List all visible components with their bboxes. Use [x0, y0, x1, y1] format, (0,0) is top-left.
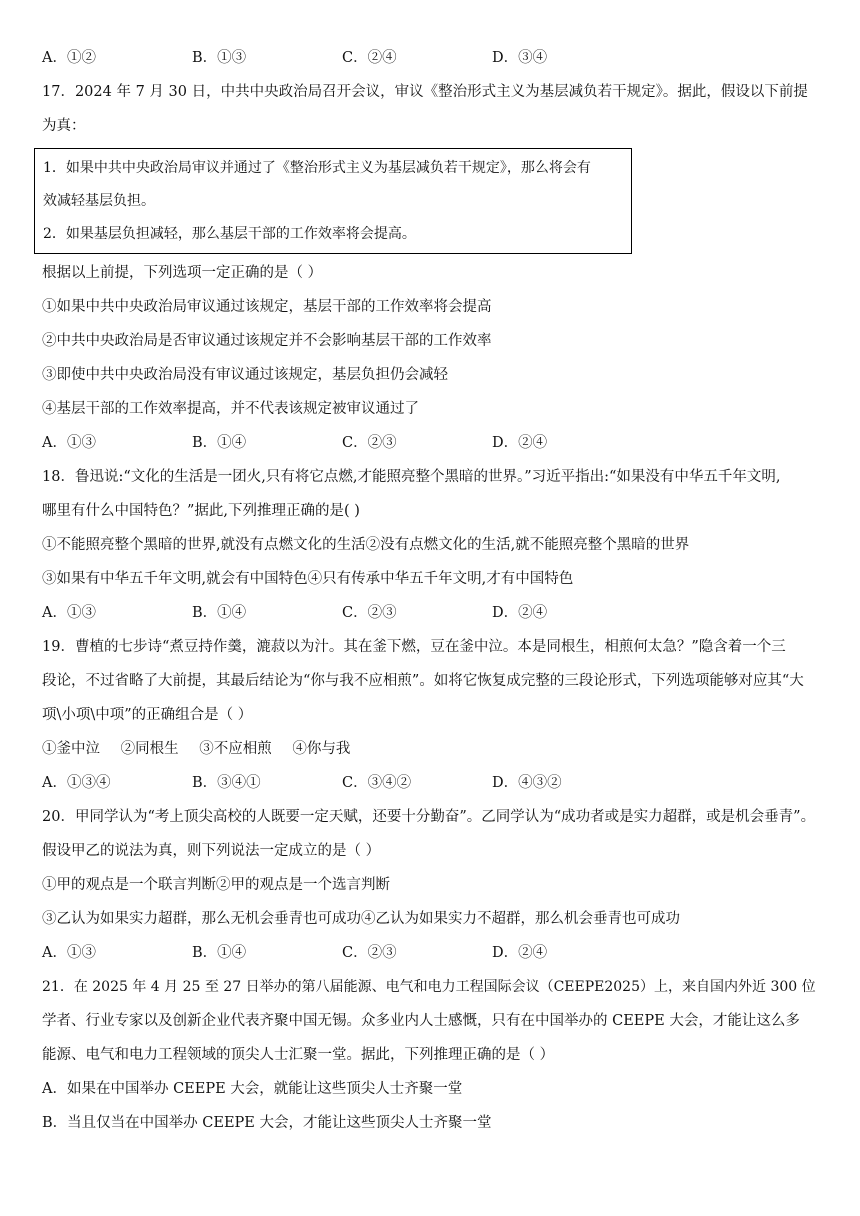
q17-statement-2: ②中共中央政治局是否审议通过该规定并不会影响基层干部的工作效率: [42, 333, 492, 349]
q17-premise-1a: 1．如果中共中央政治局审议并通过了《整治形式主义为基层减负若干规定》，那么将会有: [43, 160, 591, 176]
q17-premise-box: [34, 148, 632, 254]
q20-option-a: A．①③: [42, 945, 96, 961]
q18-option-b: B．①④: [192, 605, 247, 621]
q17-premise-1b: 效减轻基层负担。: [43, 193, 155, 209]
q19-stem-line3: 项\小项\中项”的正确组合是（ ）: [42, 707, 253, 723]
q17-option-a: A．①③: [42, 435, 96, 451]
q19-option-a: A．①③④: [42, 775, 111, 791]
q19-options: [42, 773, 822, 793]
q19-item-1: ①釜中泣: [42, 741, 100, 757]
q16-option-b: B．①③: [192, 50, 247, 66]
q21-stem-line2: 学者、行业专家以及创新企业代表齐聚中国无锡。众多业内人士感慨，只有在中国举办的 CEEPE 大会，才能让这么多: [42, 1013, 800, 1029]
q18-statements-3-4: ③如果有中华五千年文明,就会有中国特色④只有传承中华五千年文明,才有中国特色: [42, 571, 574, 587]
q20-option-c: C．②③: [342, 945, 397, 961]
q17-premise-2: 2．如果基层负担减轻，那么基层干部的工作效率将会提高。: [43, 226, 416, 242]
q18-stem-line2: 哪里有什么中国特色？”据此,下列推理正确的是( ): [42, 503, 360, 519]
q17-stem-line2: 为真：: [42, 118, 86, 134]
q19-item-4: ④你与我: [292, 741, 351, 757]
q19-option-c: C．③④②: [342, 775, 412, 791]
q19-stem-line1: 19．曹植的七步诗“煮豆持作羹，漉菽以为汁。其在釜下燃，豆在釜中泣。本是同根生，相煎何太急？”隐含着一个三: [42, 639, 786, 655]
q21-stem-line3: 能源、电气和电力工程领域的顶尖人士汇聚一堂。据此，下列推理正确的是（ ）: [42, 1047, 555, 1063]
q16-option-c: C．②④: [342, 50, 397, 66]
q20-stem-line1: 20．甲同学认为“考上顶尖高校的人既要一定天赋，还要十分勤奋”。乙同学认为“成功者或是实力超群，或是机会垂青”。: [42, 809, 816, 825]
q18-stem-line1: 18．鲁迅说:“文化的生活是一团火,只有将它点燃,才能照亮整个黑暗的世界。”习近平指出:“如果没有中华五千年文明,: [42, 469, 781, 485]
q17-options: [42, 433, 822, 453]
q16-option-a: A．①②: [42, 50, 96, 66]
q19-option-b: B．③④①: [192, 775, 261, 791]
q20-option-d: D．②④: [492, 945, 548, 961]
q18-statements-1-2: ①不能照亮整个黑暗的世界,就没有点燃文化的生活②没有点燃文化的生活,就不能照亮整个黑暗的世界: [42, 537, 690, 553]
q19-items: [42, 739, 366, 759]
q20-statements-1-2: ①甲的观点是一个联言判断②甲的观点是一个选言判断: [42, 877, 390, 893]
q17-stem-line1: 17．2024 年 7 月 30 日，中共中央政治局召开会议，审议《整治形式主义为基层减负若干规定》。据此，假设以下前提: [42, 84, 808, 100]
q17-statement-3: ③即使中共中央政治局没有审议通过该规定，基层负担仍会减轻: [42, 367, 448, 383]
q17-option-b: B．①④: [192, 435, 247, 451]
q19-item-2: ②同根生: [120, 741, 179, 757]
q21-stem-line1: 21．在 2025 年 4 月 25 至 27 日举办的第八届能源、电气和电力工程国际会议（CEEPE2025）上，来自国内外近 300 位: [42, 979, 816, 995]
q19-stem-line2: 段论，不过省略了大前提，其最后结论为“你与我不应相煎”。如将它恢复成完整的三段论形式，下列选项能够对应其“大: [42, 673, 804, 689]
q19-option-d: D．④③②: [492, 775, 562, 791]
q16-options: [42, 48, 822, 68]
q17-option-c: C．②③: [342, 435, 397, 451]
q20-options: [42, 943, 822, 963]
q17-statement-4: ④基层干部的工作效率提高，并不代表该规定被审议通过了: [42, 401, 419, 417]
q18-option-d: D．②④: [492, 605, 548, 621]
q18-option-c: C．②③: [342, 605, 397, 621]
q21-option-a: A．如果在中国举办 CEEPE 大会，就能让这些顶尖人士齐聚一堂: [42, 1081, 463, 1097]
q20-statements-3-4: ③乙认为如果实力超群，那么无机会垂青也可成功④乙认为如果实力不超群，那么机会垂青也可成功: [42, 911, 680, 927]
q20-stem-line2: 假设甲乙的说法为真，则下列说法一定成立的是（ ）: [42, 843, 381, 859]
q18-options: [42, 603, 822, 623]
q17-prompt: 根据以上前提，下列选项一定正确的是（ ）: [42, 265, 323, 281]
q18-option-a: A．①③: [42, 605, 96, 621]
q20-option-b: B．①④: [192, 945, 247, 961]
q21-option-b: B．当且仅当在中国举办 CEEPE 大会，才能让这些顶尖人士齐聚一堂: [42, 1115, 492, 1131]
q17-statement-1: ①如果中共中央政治局审议通过该规定，基层干部的工作效率将会提高: [42, 299, 492, 315]
q16-option-d: D．③④: [492, 50, 548, 66]
q19-item-3: ③不应相煎: [199, 741, 272, 757]
q17-option-d: D．②④: [492, 435, 548, 451]
